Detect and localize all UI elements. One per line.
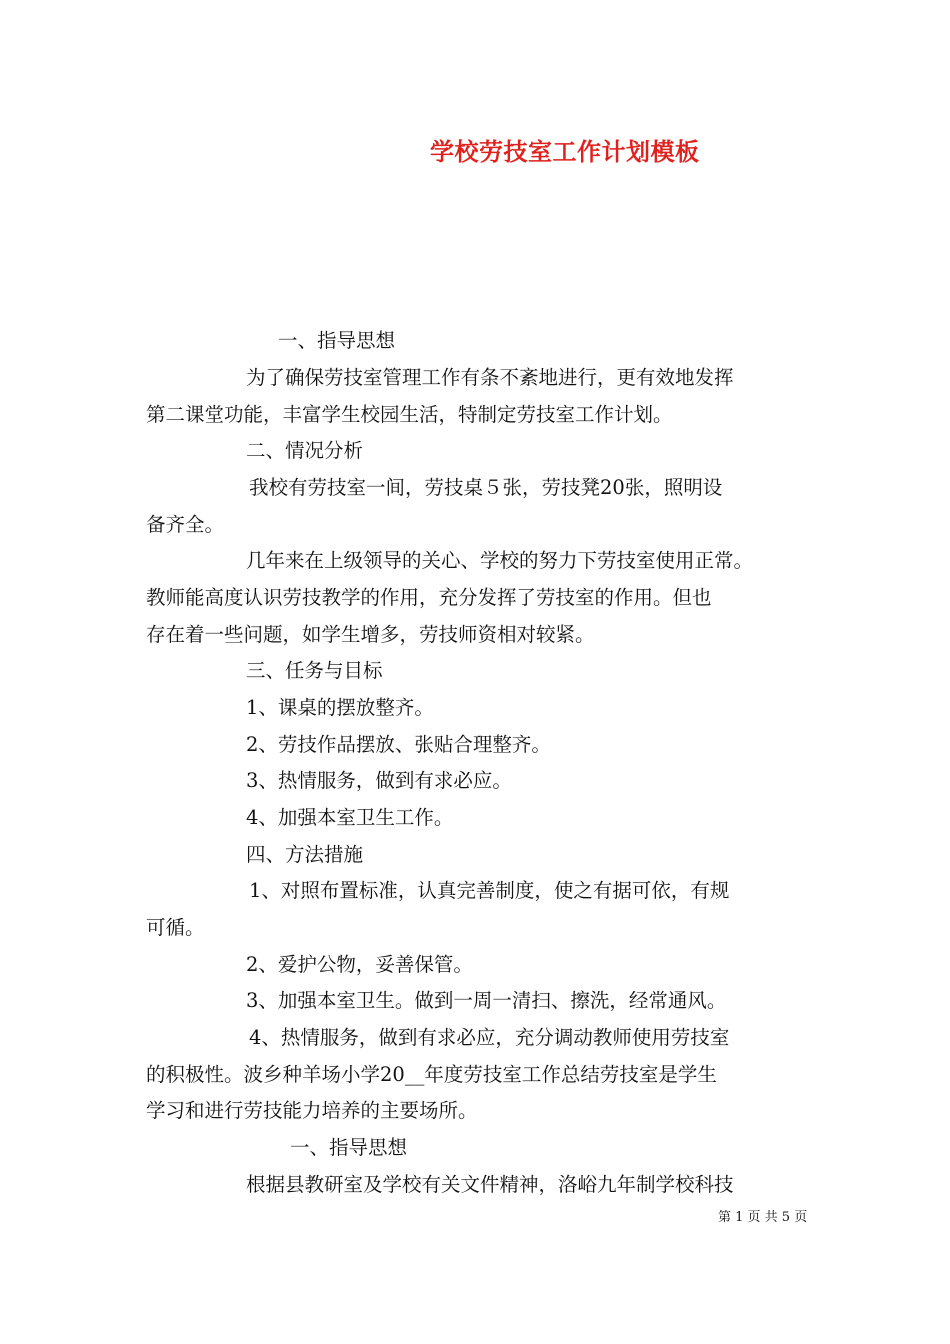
paragraph-line: 为了确保劳技室管理工作有条不紊地进行，更有效地发挥 xyxy=(246,366,734,389)
list-item: 3、加强本室卫生。做到一周一清扫、擦洗，经常通风。 xyxy=(246,989,727,1012)
paragraph-line: 教师能高度认识劳技教学的作用，充分发挥了劳技室的作用。但也 xyxy=(146,586,712,609)
document-title: 学校劳技室工作计划模板 xyxy=(430,137,700,166)
section-heading-4: 四、方法措施 xyxy=(246,843,364,866)
list-item: 4、热情服务，做到有求必应，充分调动教师使用劳技室 xyxy=(249,1026,730,1049)
section-heading-1: 一、指导思想 xyxy=(278,329,396,352)
paragraph-line: 根据县教研室及学校有关文件精神，洛峪九年制学校科技 xyxy=(246,1173,734,1196)
list-item: 2、劳技作品摆放、张贴合理整齐。 xyxy=(246,733,551,756)
list-item: 2、爱护公物，妥善保管。 xyxy=(246,953,473,976)
paragraph-line: 存在着一些问题，如学生增多，劳技师资相对较紧。 xyxy=(146,623,595,646)
paragraph-line: 学习和进行劳技能力培养的主要场所。 xyxy=(146,1099,478,1122)
list-item: 4、加强本室卫生工作。 xyxy=(246,806,454,829)
list-item: 3、热情服务，做到有求必应。 xyxy=(246,769,512,792)
section-heading-3: 三、任务与目标 xyxy=(246,659,383,682)
section-heading-2: 二、情况分析 xyxy=(246,439,364,462)
list-item: 1、课桌的摆放整齐。 xyxy=(246,696,434,719)
paragraph-line: 几年来在上级领导的关心、学校的努力下劳技室使用正常。 xyxy=(246,549,754,572)
paragraph-line: 我校有劳技室一间，劳技桌５张，劳技凳20张，照明设 xyxy=(249,476,723,499)
paragraph-line: 第二课堂功能，丰富学生校园生活，特制定劳技室工作计划。 xyxy=(146,403,673,426)
list-item: 1、对照布置标准，认真完善制度，使之有据可依，有规 xyxy=(249,879,730,902)
section-heading-5: 一、指导思想 xyxy=(290,1136,408,1159)
paragraph-line: 的积极性。波乡种羊场小学20__年度劳技室工作总结劳技室是学生 xyxy=(146,1063,717,1086)
paragraph-line: 可循。 xyxy=(146,916,205,939)
paragraph-line: 备齐全。 xyxy=(146,513,225,536)
page-number-footer: 第 1 页 共 5 页 xyxy=(718,1210,808,1225)
